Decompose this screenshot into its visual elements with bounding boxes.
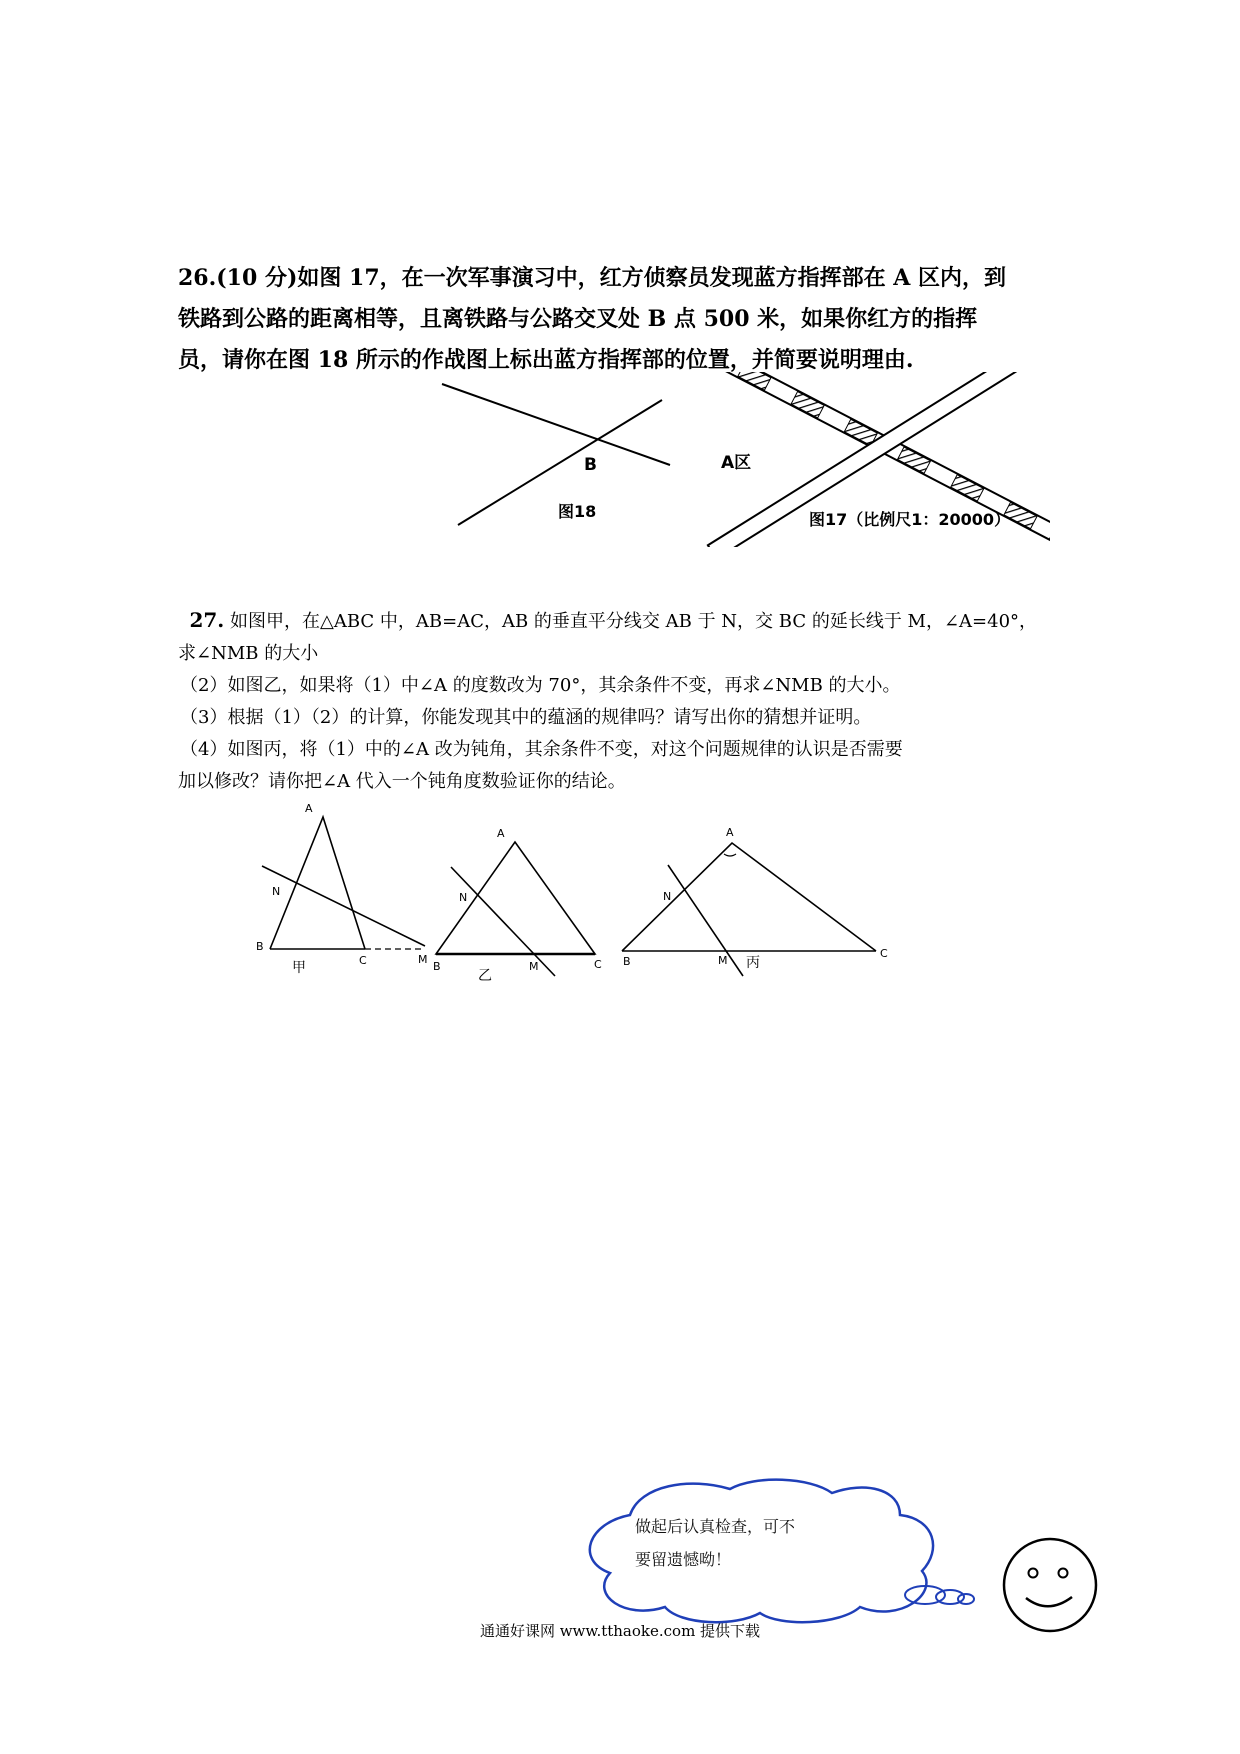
q27-line-3: （2）如图乙，如果将（1）中∠A 的度数改为 70°，其余条件不变，再求∠NMB 的大小。 [180, 675, 901, 696]
q27-line-4: （3）根据（1）（2）的计算，你能发现其中的蕴涵的规律吗？请写出你的猜想并证明。 [180, 707, 872, 728]
yi-label-a: A [497, 827, 505, 840]
q27-line-5: （4）如图丙，将（1）中的∠A 改为钝角，其余条件不变，对这个问题规律的认识是否需要 [180, 739, 903, 760]
thought-cloud [570, 1475, 990, 1635]
fig18-point-b: B [584, 455, 597, 475]
bing-label-c: C [880, 947, 888, 960]
footer-source: 通通好课网 www.tthaoke.com 提供下载 [479, 1622, 761, 1640]
q26-line-3: 员，请你在图 18 所示的作战图上标出蓝方指挥部的位置，并简要说明理由. [178, 347, 914, 373]
yi-label-c: C [594, 958, 602, 971]
figure-jia [256, 802, 428, 976]
q26-line-1: 26.(10 分)如图 17，在一次军事演习中，红方侦察员发现蓝方指挥部在 A 区内，到 [178, 265, 1007, 291]
q27-number: 27. [189, 608, 225, 632]
yi-label-n: N [459, 891, 468, 904]
fig18-caption: 图18 [558, 502, 597, 521]
q27-line-2: 求∠NMB 的大小 [178, 643, 319, 664]
jia-label-a: A [305, 802, 313, 815]
bing-label-b: B [623, 955, 631, 968]
cloud-bubble-small [958, 1594, 974, 1604]
figure-18 [440, 375, 680, 535]
q27-line-6: 加以修改？请你把∠A 代入一个钝角度数验证你的结论。 [178, 771, 626, 792]
jia-label-n: N [272, 885, 281, 898]
figure-yi [433, 827, 602, 984]
q27-line-1 [178, 604, 1078, 638]
question-26 [178, 258, 1078, 381]
q27-line-1-text: 如图甲，在△ABC 中，AB=AC，AB 的垂直平分线交 AB 于 N，交 BC 的延长线于 M，∠A=40°， [229, 611, 1038, 632]
yi-caption: 乙 [478, 968, 492, 984]
q26-line-2: 铁路到公路的距离相等，且离铁路与公路交叉处 B 点 500 米，如果你红方的指挥 [178, 306, 978, 332]
fig17-area-a: A区 [721, 453, 752, 473]
cloud-text-line-2: 要留遗憾呦！ [635, 1550, 732, 1569]
jia-label-c: C [359, 954, 367, 967]
jia-label-b: B [256, 940, 264, 953]
triangle-figures [250, 800, 910, 990]
figure-17 [705, 372, 1050, 547]
fig17-caption: 图17（比例尺1：20000） [809, 510, 1011, 529]
bing-label-m: M [718, 954, 728, 967]
yi-label-m: M [529, 960, 539, 973]
figure-bing [622, 826, 888, 976]
bing-label-n: N [663, 890, 672, 903]
yi-label-b: B [433, 960, 441, 973]
bing-label-a: A [726, 826, 734, 839]
jia-caption: 甲 [292, 960, 306, 976]
question-27 [178, 604, 1078, 798]
cloud-text-line-1: 做起后认真检查，可不 [635, 1517, 796, 1536]
jia-label-m: M [418, 953, 428, 966]
bing-caption: 丙 [746, 955, 760, 971]
